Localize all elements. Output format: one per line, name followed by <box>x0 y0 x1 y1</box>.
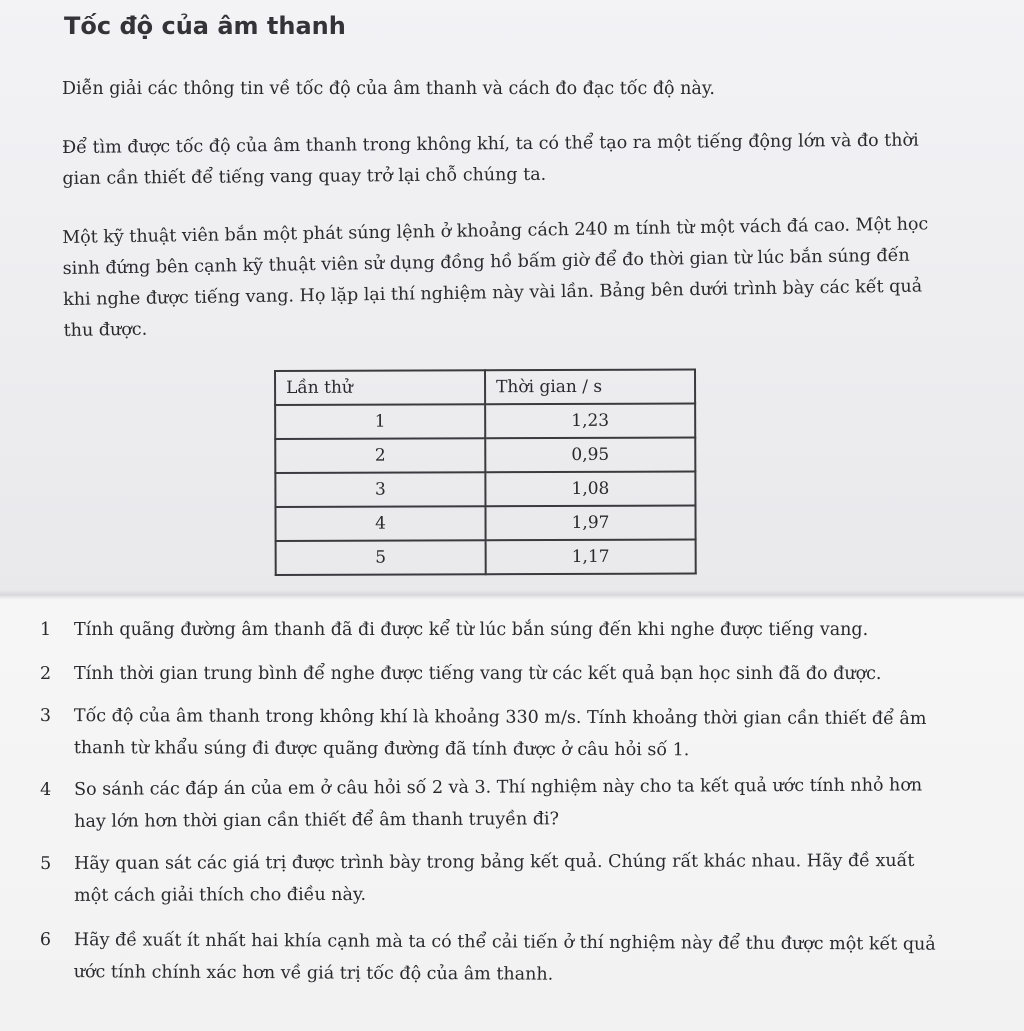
time-value: 1,17 <box>486 540 696 575</box>
table-row <box>275 506 695 541</box>
trial-number: 2 <box>275 438 485 473</box>
question-text: So sánh các đáp án của em ở câu hỏi số 2 và 3. Thí nghiệm này cho ta kết quả ước tính nhỏ hơn hay lớn hơn thời gian cần thiết để âm thanh truyền đi? <box>74 775 923 832</box>
method-paragraph: Để tìm được tốc độ của âm thanh trong không khí, ta có thể tạo ra một tiếng động lớn và đo thời gian cần thiết để tiếng vang quay trở lại chỗ chúng ta. <box>62 130 919 189</box>
paper-fold <box>0 590 1024 600</box>
question-item <box>40 845 950 912</box>
table-row <box>275 438 695 473</box>
question-number: 6 <box>39 929 52 951</box>
page-title: Tốc độ của âm thanh <box>64 12 346 40</box>
question-number: 1 <box>40 620 52 640</box>
question-item <box>40 924 950 993</box>
question-item <box>40 769 950 838</box>
question-number: 3 <box>39 705 52 727</box>
question-number: 2 <box>40 664 52 684</box>
table-header-row <box>275 370 695 405</box>
question-item <box>40 658 950 690</box>
intro-paragraph: Diễn giải các thông tin về tốc độ của âm thanh và cách đo đạc tốc độ này. <box>62 79 715 99</box>
question-item <box>40 614 950 646</box>
table-row <box>275 404 695 439</box>
question-item <box>40 700 950 767</box>
trial-number: 3 <box>275 472 485 507</box>
table-row <box>276 540 696 575</box>
results-table <box>274 369 697 576</box>
column-header-time: Thời gian / s <box>485 370 695 405</box>
column-header-trial: Lần thử <box>275 370 485 405</box>
time-value: 1,97 <box>485 506 695 541</box>
question-number: 4 <box>40 779 52 800</box>
question-text: Hãy đề xuất ít nhất hai khía cạnh mà ta có thể cải tiến ở thí nghiệm này để thu được một kết quả ước tính chính xác hơn về giá trị tốc độ của âm thanh. <box>73 930 936 985</box>
time-value: 1,23 <box>485 404 695 439</box>
trial-number: 1 <box>275 404 485 439</box>
question-number: 5 <box>40 853 52 874</box>
question-text: Hãy quan sát các giá trị được trình bày trong bảng kết quả. Chúng rất khác nhau. Hãy đề xuất một cách giải thích cho điều này. <box>74 850 915 906</box>
question-text: Tốc độ của âm thanh trong không khí là khoảng 330 m/s. Tính khoảng thời gian cần thiết để âm thanh từ khẩu súng đi được quãng đường đã tính được ở câu hỏi số 1. <box>73 706 927 761</box>
trial-number: 5 <box>276 540 486 575</box>
time-value: 1,08 <box>485 472 695 507</box>
trial-number: 4 <box>275 506 485 541</box>
question-text: Tính quãng đường âm thanh đã đi được kể từ lúc bắn súng đến khi nghe được tiếng vang. <box>74 620 869 640</box>
table-row <box>275 472 695 507</box>
time-value: 0,95 <box>485 438 695 473</box>
experiment-paragraph: Một kỹ thuật viên bắn một phát súng lệnh ở khoảng cách 240 m tính từ một vách đá cao. Một học sinh đứng bên cạnh kỹ thuật viên sử dụng đồng hồ bấm giờ để đo thời gian từ lúc bắn súng đến khi nghe được tiếng vang. Họ lặp lại thí nghiệm này vài lần. Bảng bên dưới trình bày các kết quả thu được. <box>62 214 929 341</box>
question-text: Tính thời gian trung bình để nghe được tiếng vang từ các kết quả bạn học sinh đã đo được. <box>74 664 882 684</box>
